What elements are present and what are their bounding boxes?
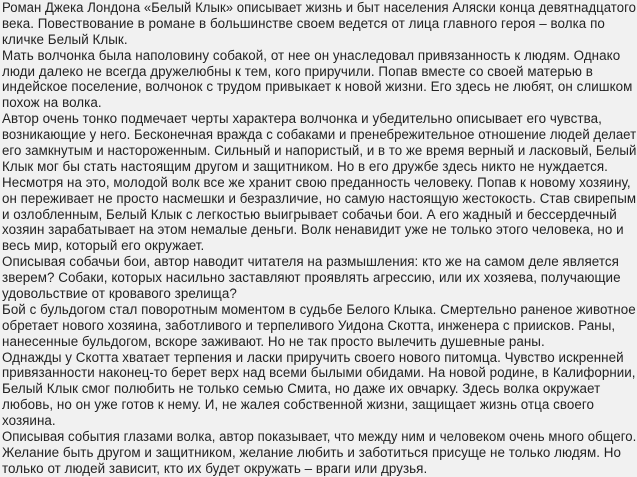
text-line-14: и озлобленным, Белый Клык с легкостью выигрывает собачьи бои. А его жадный и бессердечный [2,206,617,222]
text-line-11: Клык мог бы стать настоящим другом и защитником. Но в его дружбе здесь никто не нуждается. [2,158,608,174]
text-line-22: нанесенные бульдогом, вскоре заживают. Но не так просто вылечить душевные раны. [2,333,545,349]
text-line-6: индейское поселение, волчонок с трудом привыкает к новой жизни. Его здесь не любят, он слишком [2,79,633,95]
text-line-4: Мать волчонка была наполовину собакой, от нее он унаследовал привязанность к людям. Однако [2,47,621,63]
text-line-26: любовь, но он уже готов к нему. И, не жалея собственной жизни, защищает жизнь отца своего [2,397,595,413]
text-line-18: зверем? Собаки, которых насильно заставляют проявлять агрессию, или их хозяева, получающие [2,270,621,286]
text-line-13: он переживает не просто насмешки и безразличие, но самую настоящую жестокость. Став свирепым [2,190,637,206]
text-line-20: Бой с бульдогом стал поворотным моментом в судьбе Белого Клыка. Смертельно раненое животное [2,301,636,317]
text-line-28: Описывая события глазами волка, автор показывает, что между ним и человеком очень много общего. [2,429,637,445]
text-line-30: только от людей зависит, кто их будет окружать – враги или друзья. [2,460,428,476]
text-line-21: обретает нового хозяина, заботливого и терпеливого Уидона Скотта, инженера с приисков. Раны, [2,317,616,333]
text-line-5: люди далеко не всегда дружелюбны к тем, кого приручили. Попав вместе со своей матерью в [2,63,593,79]
text-line-16: весь мир, который его окружает. [2,238,205,254]
text-line-17: Описывая собачьи бои, автор наводит читателя на размышления: кто же на самом деле является [2,254,619,270]
text-line-24: привязанности наконец-то берет верх над всеми былыми обидами. На новой родине, в Калифорнии, [2,365,636,381]
text-line-19: удовольствие от кровавого зрелища? [2,286,237,302]
text-line-10: его замкнутым и настороженным. Сильный и напористый, и в то же время верный и ласковый, Белый [2,143,637,159]
text-line-29: Желание быть другом и защитником, желание любить и заботиться присуще не только людям. Но [2,444,621,460]
text-line-27: хозяина. [2,413,56,429]
text-line-23: Однажды у Скотта хватает терпения и ласки приручить своего нового питомца. Чувство искренней [2,349,624,365]
text-line-7: похож на волка. [2,95,102,111]
text-line-15: хозяин зарабатывает на этом немалые деньги. Волк ненавидит уже не только этого человека, но и [2,222,624,238]
text-line-9: возникающие у него. Бесконечная вражда с собаками и пренебрежительное отношение людей делает [2,127,637,143]
text-line-2: века. Повествование в романе в большинстве своем ведется от лица главного героя – волка по [2,15,605,31]
text-line-12: Несмотря на это, молодой волк все же хранит свою преданность человеку. Попав к новому хозяину, [2,174,631,190]
text-line-3: кличке Белый Клык. [2,31,128,47]
text-line-1: Роман Джека Лондона «Белый Клык» описывает жизнь и быт населения Аляски конца девятнадцатого [2,0,636,15]
text-line-25: Белый Клык смог полюбить не только семью Смита, но даже их овчарку. Здесь волка окружает [2,381,601,397]
text-line-8: Автор очень тонко подмечает черты характера волчонка и убедительно описывает его чувства, [2,111,602,127]
